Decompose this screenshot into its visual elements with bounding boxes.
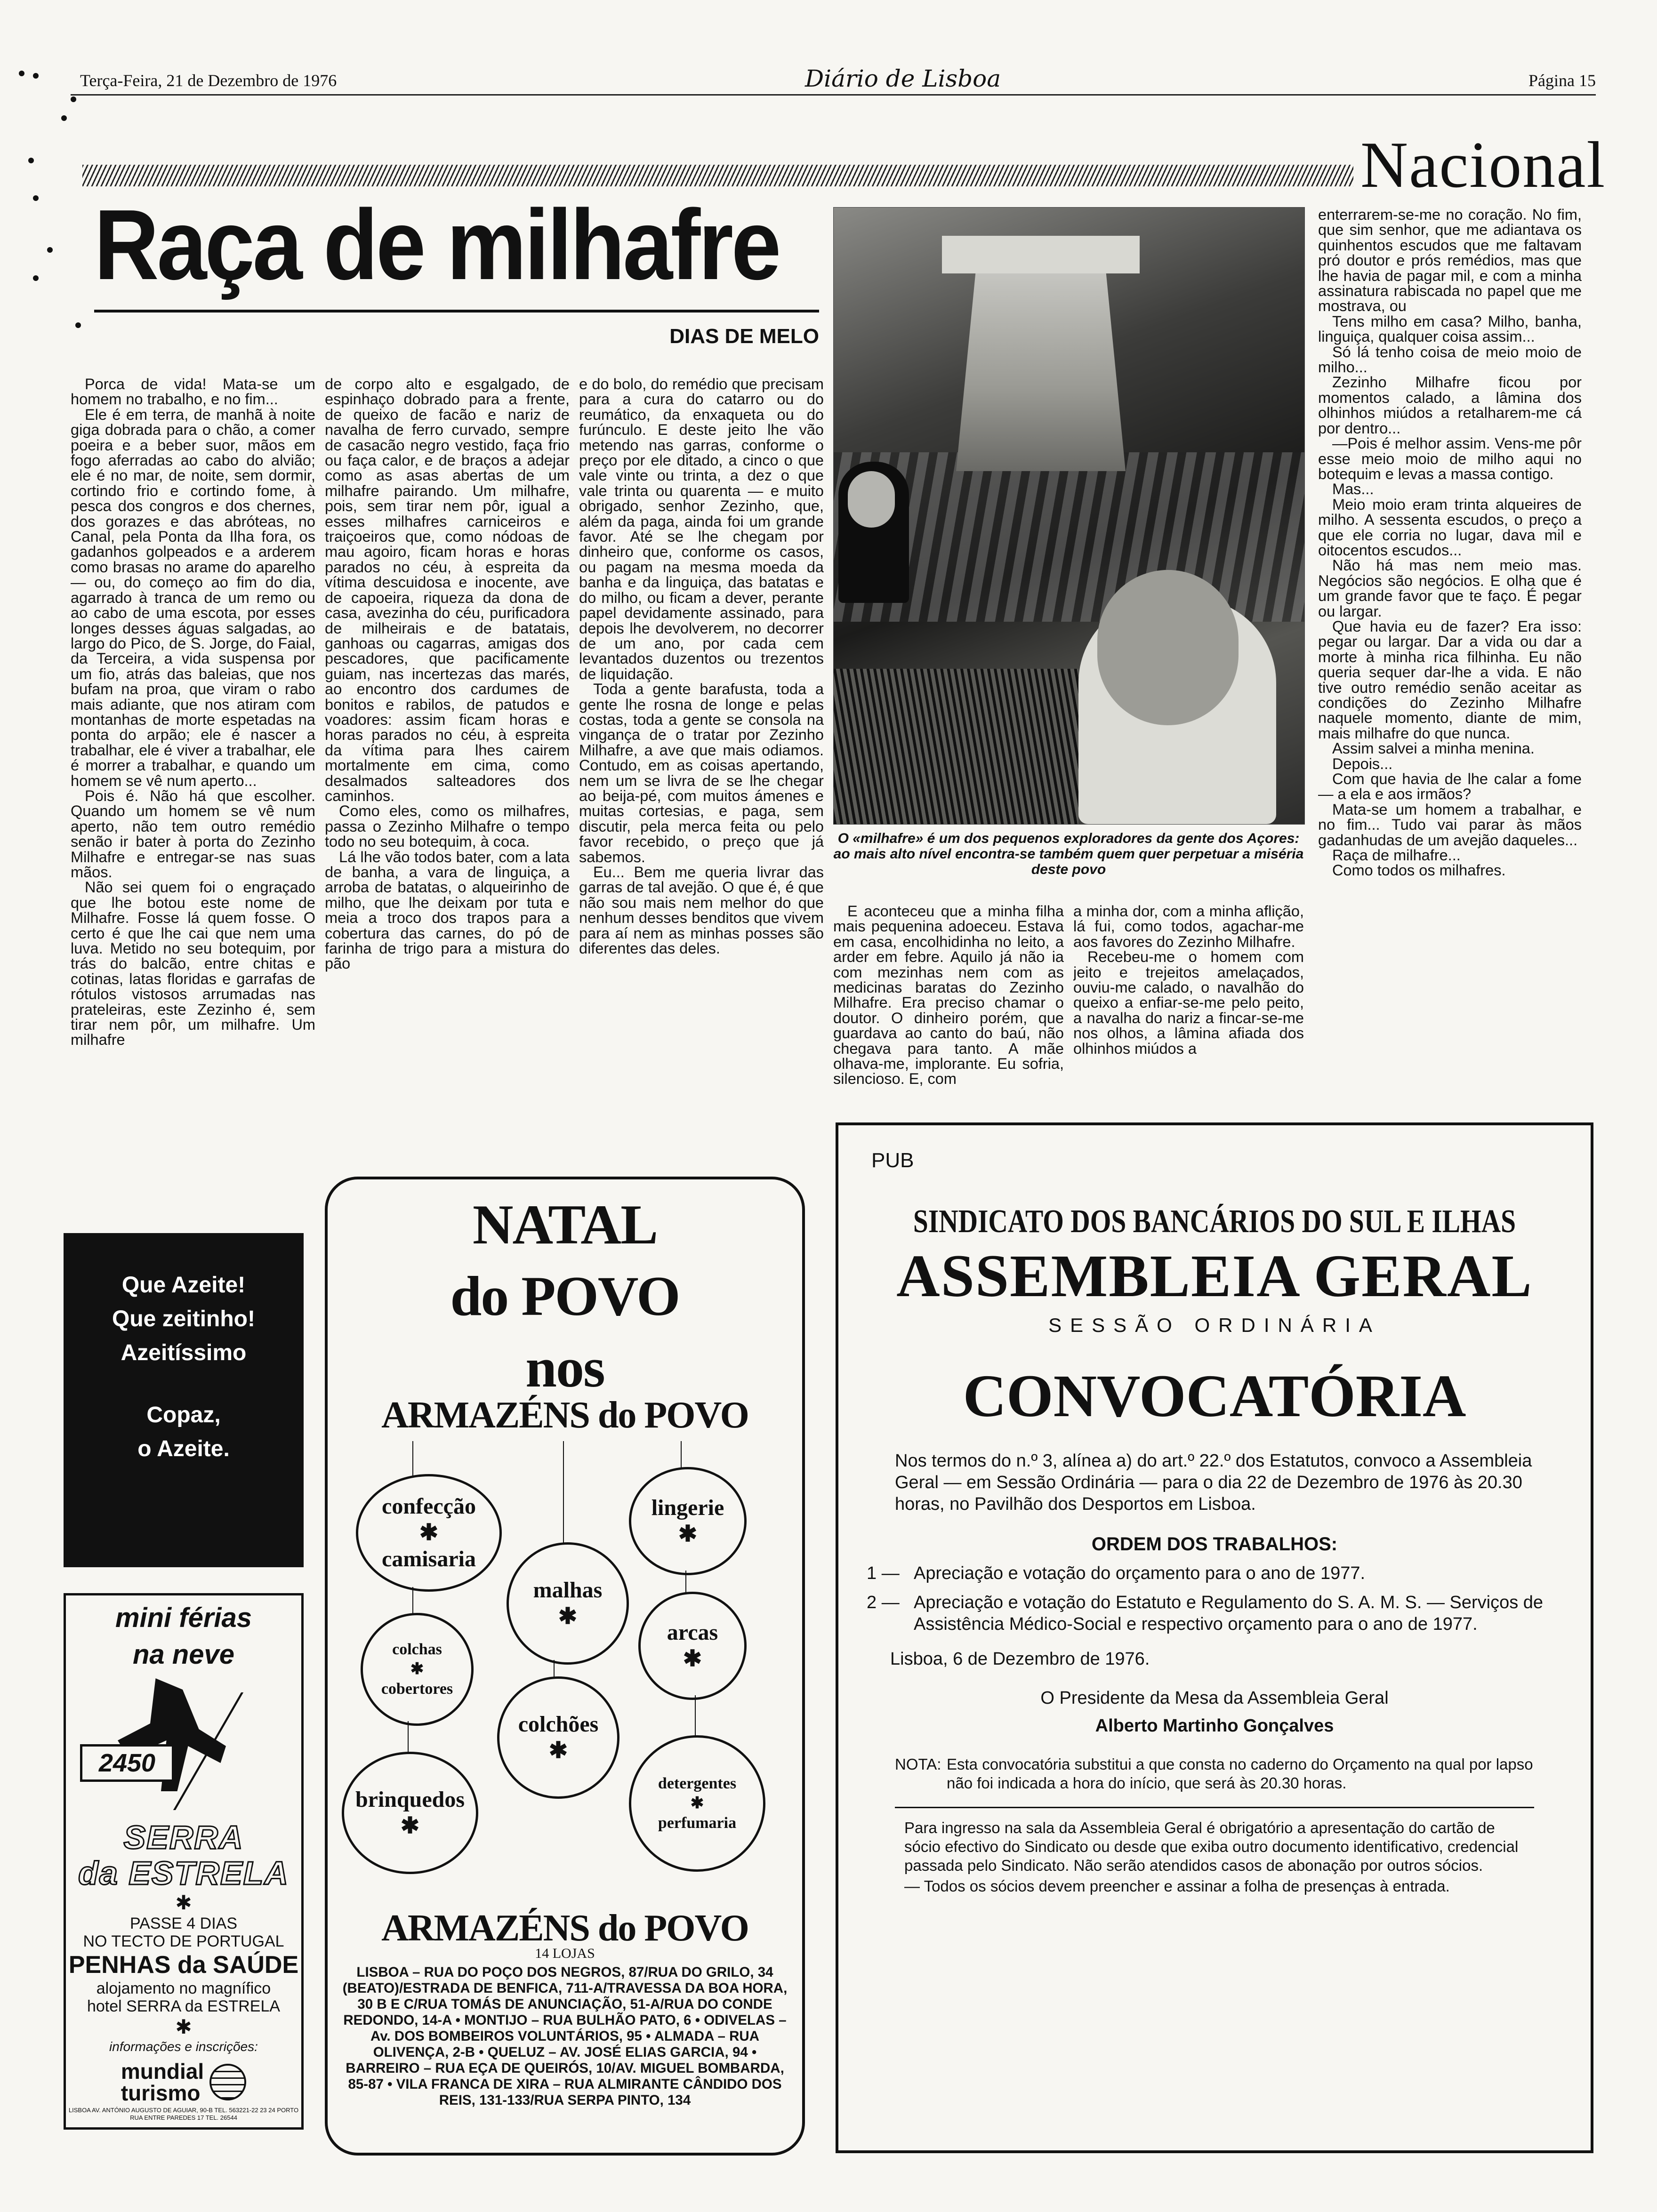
- headline-rule: [94, 310, 819, 313]
- ad-footer-title: ARMAZÉNS do POVO: [381, 1907, 748, 1949]
- ornament-colchoes: [497, 1676, 619, 1799]
- agenda-title: ORDEM DOS TRABALHOS:: [1091, 1534, 1338, 1555]
- ornament-arcas: [638, 1592, 747, 1700]
- altitude-sign: 2450: [80, 1744, 174, 1782]
- ad-line: Que Azeite!: [121, 1273, 246, 1298]
- session-type: SESSÃO ORDINÁRIA: [1048, 1314, 1381, 1336]
- ad-line: NO TECTO DE PORTUGAL: [83, 1932, 284, 1950]
- serra-title: SERRA: [123, 1819, 244, 1856]
- store-addresses: LISBOA – RUA DO POÇO DOS NEGROS, 87/RUA DO GRILO, 34 (BEATO)/ESTRADA DE BENFICA, 711-A/TRAVESSA DA BOA HORA, 30 B E C/RUA TOMÁS DE ANUNCIAÇÃO, 51-A/RUA DO CONDE REDONDO, 14-A • MONTIJO – RUA BULHÃO PATO, 6 • ODIVELAS – Av. DOS BOMBEIROS VOLUNTÁRIOS, 95 • ALMADA – RUA OLIVENÇA, 2-B • QUELUZ – AV. JOSÉ ELIAS GARCIA, 94 • BARREIRO – RUA EÇA DE QUEIRÓS, 10/AV. MIGUEL BOMBARDA, 85-87 • VILA FRANCA DE XIRA – RUA ALMIRANTE CÂNDIDO DOS REIS, 131-133/RUA SERPA PINTO, 134: [342, 1964, 788, 2108]
- paragraph: de corpo alto e esgalgado, de espinhaço dobrado para a frente, de queixo de facão e nariz de navalha de ferro curvado, sempre de casacão negro vestido, faça frio ou faça calor, e de braços a adejar como as asas abertas de um milhafre pairando. Um milhafre, pois, sem tirar nem pôr, igual a esses milhafres carniceiros e traiçoeiros que, como nódoas de mau agoiro, ficam horas e horas parados no céu, à espreita da vítima descuidosa e inocente, ave de capoeira, riqueza da dona de casa, avezinha do céu, purificadora de milheirais e de batatais, ganhoas ou cagarras, amigas dos pescadores, que pacificamente guiam, nas incertezas das marés, ao encontro dos cardumes de bonitos e rabilos, de patudos e voadores: assim ficam horas e horas parados no céu, à espreita da vítima para lhes cairem mortalmente em cima, como desalmados salteadores dos caminhos.: [325, 377, 570, 804]
- star-icon: ✱: [683, 1646, 702, 1671]
- skier-illustration: [66, 1674, 301, 1815]
- paragraph: Eu... Bem me queria livrar das garras de tal avejão. O que é, é que não sou mais nem melhor do que nenhum desses benditos que vivem para aí nem as minhas posses são diferentes das deles.: [579, 864, 824, 957]
- paragraph: Que havia eu de fazer? Era isso: pegar ou largar. Dar a vida ou dar a morte à minha rica filhinha. Eu não queria sequer dar-lhe a vida. E não tive outro remédio senão aceitar as condições do Zezinho Milhafre naquele momento, diante de mim, mais milhafre do que nunca.: [1318, 617, 1582, 742]
- paragraph: Tens milho em casa? Milho, banha, linguiça, qualquer coisa assim...: [1318, 313, 1582, 345]
- section-title: Nacional: [1360, 128, 1606, 201]
- star-icon: ✱: [678, 1522, 698, 1547]
- ad-title: na neve: [133, 1639, 234, 1670]
- agenda-item: [867, 1563, 1591, 1584]
- ornament-label: perfumaria: [658, 1814, 737, 1832]
- ad-title: mini férias: [115, 1603, 252, 1633]
- ad-title: do POVO: [450, 1265, 680, 1327]
- brand-line: mundial: [121, 2059, 204, 2084]
- paragraph: Zezinho Milhafre ficou por momentos calado, a lâmina dos olhinhos miúdos a retalharem-me cá por dentro...: [1318, 374, 1582, 437]
- star-icon: ✱: [558, 1604, 578, 1629]
- ski-trip-advertisement: [64, 1593, 304, 2130]
- ornament-label: malhas: [533, 1578, 603, 1603]
- paragraph: Só lá tenho coisa de meio moio de milho...: [1318, 343, 1582, 376]
- ad-title: ARMAZÉNS do POVO: [381, 1395, 748, 1436]
- article-column-3: [579, 377, 824, 1177]
- president-title: O Presidente da Mesa da Assembleia Geral: [1040, 1688, 1389, 1708]
- paragraph: enterrarem-se-me no coração. No fim, que sim senhor, que me adiantava os quinhentos escudos que me faltavam pró doutor e prós remédios, mas que lhe havia de pagar mil, e com a minha assinatura rabiscada no papel que me mostrava, ou: [1318, 207, 1582, 315]
- photo-caption: O «milhafre» é um dos pequenos exploradores da gente dos Açores: ao mais alto nível encontra-se também quem quer perpetuar a miséria deste povo: [833, 831, 1304, 877]
- notice-intro: Nos termos do n.º 3, alínea a) do art.º 22.º dos Estatutos, convoco a Assembleia Geral — em Sessão Ordinária — para o dia 22 de Dezembro de 1976 às 20.30 horas, no Pavilhão dos Desportos em Lisboa.: [895, 1451, 1532, 1514]
- paragraph: Assim salvei a minha menina.: [1332, 740, 1535, 757]
- paragraph: Meio moio eram trinta alqueires de milho. A sessenta escudos, o preço a que ele corria no lugar, dava mil e oitocentos escudos...: [1318, 496, 1582, 559]
- paragraph: Ele é em terra, de manhã à noite giga dobrada para o chão, a comer poeira e a beber suor, mãos em fogo aferradas ao cabo do alvião; ele é no mar, de noite, sem dormir, cortindo frio e cortindo fome, à pesca dos congros e dos chernes, dos gorazes e das abróteas, no Canal, pela Ponta da Ilha fora, os gadanhos golpeados e a arderem como brasas no arame do aparelho — ou, do começo ao fim do dia, agarrado à tranca de um remo ou ao cabo de uma escota, por esses longes desses águas salgadas, ao largo do Pico, de S. Jorge, do Faial, da Terceira, a vida suspensa por um fio, atrás das baleias, que nos bufam na proa, que viram o rabo mais adiante, que nos atiram com montanhas de morte espetadas na ponta do arpão; ele é nascer a trabalhar, ele é viver a trabalhar, ele é morrer a trabalhar, e quando um homem se vê num aperto...: [71, 406, 315, 789]
- paragraph: Mata-se um homem a trabalhar, e no fim... Tudo vai parar às mãos gadanhudas de um avejão daqueles...: [1318, 801, 1582, 849]
- agenda-text: Apreciação e votação do Estatuto e Regulamento do S. A. M. S. — Serviços de Assistência Médico-Social e respectivo orçamento para o ano de 1977.: [914, 1593, 1544, 1634]
- note-text: Esta convocatória substitui a que consta no caderno do Orçamento na qual por lapso não foi indicada a hora do início, que será às 20.30 horas.: [947, 1755, 1533, 1792]
- paragraph: Recebeu-me o homem com jeito e trejeitos amelaçados, ouviu-me calado, o navalhão do queixo a enfiar-se-me pelo peito, a navalha do nariz a fincar-se-me nos olhos, a lâmina afiada dos olhinhos miúdos a: [1073, 948, 1304, 1057]
- article-column-2: [325, 377, 570, 1186]
- penhas-title: PENHAS da SAÚDE: [68, 1951, 299, 1979]
- ornaments-group: [328, 1441, 802, 1902]
- natal-advertisement: [325, 1177, 805, 2156]
- ornament-label: confecção: [382, 1494, 476, 1519]
- mundial-turismo-logo: [66, 2060, 301, 2104]
- note-label: NOTA:: [895, 1755, 941, 1773]
- ornament-colchas: [361, 1613, 474, 1726]
- azeite-advertisement: [64, 1233, 304, 1567]
- ornament-label: colchões: [518, 1712, 599, 1737]
- article-column-4: [833, 904, 1064, 1101]
- paragraph: —Pois é melhor assim. Vens-me pôr esse meio moio de milho aqui no botequim e levas a massa contigo.: [1318, 435, 1582, 482]
- agenda-number: 1 —: [867, 1563, 900, 1583]
- divider: [895, 1807, 1534, 1808]
- ornament-detergentes: [629, 1735, 765, 1872]
- ad-title: nos: [525, 1336, 604, 1399]
- paragraph: a minha dor, com a minha aflição, lá fui, como todos, agachar-me aos favores do Zezinho Milhafre.: [1073, 904, 1304, 950]
- paragraph: Toda a gente barafusta, toda a gente lhe rosna de longe e pelas costas, toda a gente se consola na vingança de o tratar por Zezinho Milhafre, a ave que mais odiamos. Contudo, em as coisas apertando, nem um se livra de se lhe chegar ao beija-pé, com muitos ámenes e muitas cortesias, e paga, sem discutir, pela merca feita ou pelo favor recebido, o preço que já sabemos.: [579, 681, 824, 866]
- paragraph: E aconteceu que a minha filha mais pequenina adoeceu. Estava em casa, encolhidinha no leito, a arder em febre. Aquilo já não ia com mezinhas nem com as medicinas baratas do Zezinho Milhafre. Era preciso chamar o doutor. O dinheiro porém, que guardava ao canto do baú, não chegava para tanto. A mãe olhava-me, implorante. Eu sofria, silencioso. E, com: [833, 904, 1064, 1088]
- paragraph: Como eles, como os milhafres, passa o Zezinho Milhafre o tempo todo no seu botequim, à coca.: [325, 802, 570, 850]
- ornament-label: brinquedos: [355, 1787, 465, 1812]
- ornament-malhas: [507, 1542, 629, 1665]
- article-headline: Raça de milhafre: [94, 189, 780, 300]
- paragraph: Não há mas nem meio mas. Negócios são negócios. E olha que é um grande favor que te faço. É pegar ou largar.: [1318, 557, 1582, 620]
- agency-address: LISBOA AV. ANTÓNIO AUGUSTO DE AGUIAR, 90-B TEL. 563221-22 23 24 PORTO RUA ENTRE PAREDES 17 TEL. 26544: [68, 2107, 299, 2121]
- paragraph: Depois...: [1332, 755, 1393, 772]
- notice-heading: CONVOCATÓRIA: [963, 1362, 1466, 1429]
- notice-date: Lisboa, 6 de Dezembro de 1976.: [890, 1649, 1150, 1669]
- union-name: SINDICATO DOS BANCÁRIOS DO SUL E ILHAS: [913, 1203, 1516, 1240]
- article-photo: [833, 207, 1305, 825]
- ingress-text: — Todos os sócios devem preencher e assinar a folha de presenças à entrada.: [904, 1877, 1450, 1895]
- article-column-1: [71, 377, 315, 1195]
- ornament-label: camisaria: [382, 1547, 476, 1571]
- paragraph: Como todos os milhafres.: [1332, 862, 1506, 879]
- paragraph: Lá lhe vão todos bater, com a lata de banha, a vara de linguiça, a arroba de batatas, o alqueirinho de milho, que lhe deixam por tuta e meia a troco dos trapos para a cobertura das carnes, do pó de farinha de trigo para a mistura do pão: [325, 848, 570, 972]
- agenda-number: 2 —: [867, 1593, 900, 1612]
- agenda-item: [867, 1592, 1591, 1635]
- star-icon: ✱: [175, 2016, 192, 2038]
- ornament-label: colchas: [392, 1641, 442, 1658]
- paragraph: Raça de milhafre...: [1332, 847, 1461, 864]
- ornament-lingerie: [629, 1467, 747, 1575]
- star-icon: ✱: [400, 1813, 420, 1838]
- hatched-rule: [82, 165, 1353, 186]
- newspaper-title: Diário de Lisboa: [805, 65, 1001, 92]
- ad-line: Azeitíssimo: [121, 1340, 247, 1365]
- ornament-label: detergentes: [658, 1775, 737, 1792]
- paragraph: Porca de vida! Mata-se um homem no trabalho, e no fim...: [71, 377, 315, 408]
- star-icon: ✱: [419, 1520, 439, 1545]
- paragraph: Pois é. Não há que escolher. Quando um homem se vê num aperto, não tem outro remédio senão ir bater à porta do Zezinho Milhafre e entregar-se nas suas mãos.: [71, 787, 315, 881]
- assembly-title: ASSEMBLEIA GERAL: [896, 1242, 1533, 1309]
- president-name: Alberto Martinho Gonçalves: [1095, 1716, 1334, 1736]
- article-column-6: [1318, 207, 1582, 1101]
- article-column-5: [1073, 904, 1304, 1101]
- paragraph: e do bolo, do remédio que precisam para a cura do catarro ou do reumático, da enxaqueta ou do furúnculo. E deste jeito lhe vão metendo nas garras, conforme o preço por ele ditado, a cinco o que vale vinte ou trinta, a dez o que vale trinta ou quarenta — e muito obrigado, senhor Zezinho, que, além da paga, ainda foi um grande favor. Até se lhe chegam por dinheiro que, conforme os casos, ou pagam na mesma moeda da banha e da linguiça, das batatas e do milho, ou ficam a dever, perante papel devidamente assinado, para depois lhe devolverem, no decorrer de um ano, por cada cem levantados duzentos ou trezentos de liquidação.: [579, 377, 824, 682]
- stores-count: 14 LOJAS: [535, 1946, 595, 1961]
- page-number: Página 15: [1528, 71, 1596, 90]
- header-date: Terça-Feira, 21 de Dezembro de 1976: [80, 71, 337, 90]
- ad-line: hotel SERRA da ESTRELA: [87, 1997, 281, 2015]
- ornament-label: cobertores: [381, 1680, 453, 1698]
- star-icon: ✱: [690, 1795, 704, 1812]
- article-byline: DIAS DE MELO: [669, 325, 819, 348]
- notice-note: [895, 1755, 1539, 1793]
- ad-line: alojamento no magnífico: [96, 1980, 271, 1997]
- star-icon: ✱: [410, 1660, 424, 1678]
- ad-line: Copaz,: [146, 1403, 221, 1427]
- ornament-label: lingerie: [651, 1495, 724, 1520]
- ad-line: o Azeite.: [137, 1436, 230, 1461]
- paragraph: Mas...: [1332, 481, 1374, 498]
- ornament-brinquedos: [342, 1752, 478, 1874]
- serra-title: da ESTRELA: [78, 1855, 289, 1891]
- sindicato-notice: [836, 1122, 1593, 2153]
- star-icon: ✱: [548, 1738, 568, 1763]
- ad-line: PASSE 4 DIAS: [129, 1915, 238, 1932]
- ad-line: Que zeitinho!: [112, 1306, 255, 1331]
- ad-title: NATAL: [472, 1193, 658, 1256]
- ingress-text: Para ingresso na sala da Assembleia Geral é obrigatório a apresentação do cartão de sócio efectivo do Sindicato ou desde que exiba outro documento identificativo, credencial passada pelo Sindicato. Não serão atendidos casos de abonação por outros sócios.: [904, 1819, 1519, 1874]
- ornament-confeccao: [356, 1474, 502, 1592]
- paragraph: Com que havia de lhe calar a fome — a ela e aos irmãos?: [1318, 770, 1582, 803]
- pub-label: PUB: [871, 1149, 914, 1172]
- page-header: [71, 61, 1596, 96]
- ornament-label: arcas: [667, 1620, 718, 1645]
- paragraph: Não sei quem foi o engraçado que lhe botou este nome de Milhafre. Fosse lá quem fosse. O certo é que lhe cai que nem uma luva. Metido no seu botequim, por trás do balcão, entre chitas e cotinas, latas floridas e garrafas de rótulos vistosos arrumadas nas prateleiras, este Zezinho é, sem tirar nem pôr, um milhafre. Um milhafre: [71, 879, 315, 1049]
- brand-line: turismo: [121, 2081, 201, 2105]
- agenda-text: Apreciação e votação do orçamento para o ano de 1977.: [914, 1563, 1366, 1583]
- ad-info: informações e inscrições:: [109, 2039, 258, 2054]
- margin-specks: [14, 68, 71, 351]
- globe-icon: [209, 2064, 246, 2100]
- star-icon: ✱: [175, 1891, 192, 1914]
